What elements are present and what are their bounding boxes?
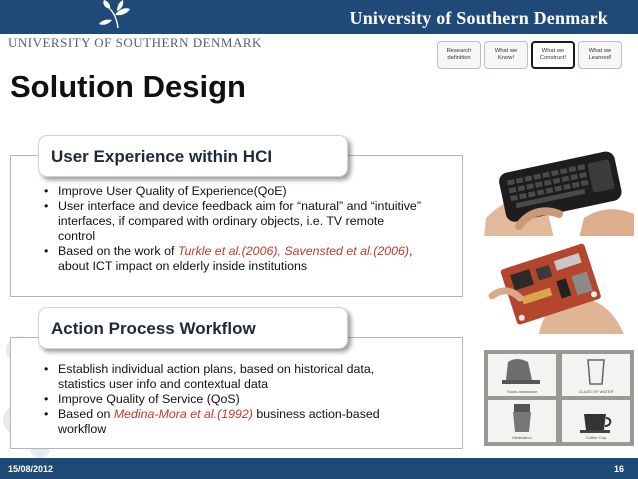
card-label: Toods assistance [506,389,538,394]
bullet-list-user-experience [43,184,423,274]
bullet-item: • Establish individual action plans, based on historical data, statistics user info and contextual data [43,362,423,392]
nav-step-line: definition [447,55,471,61]
action-cards-photo [484,350,634,446]
citation-link[interactable]: Turkle et al.(2006), Savensted et al.(2006) [177,244,410,258]
circuit-board-photo [484,236,634,334]
nav-step-what-we-construct[interactable] [531,41,575,69]
footer-date: 15/08/2012 [8,464,54,474]
nav-step-line: Learned! [588,55,612,61]
banner-title: University of Southern Denmark [349,8,608,28]
nav-step-line: Research [446,48,472,54]
bullet-text: , about ICT impact on elderly inside institutions [58,244,413,273]
bullet-list-action-workflow [43,362,423,437]
bullet-item [43,407,423,437]
nav-step-research-definition[interactable] [437,41,481,69]
university-name: UNIVERSITY OF SOUTHERN DENMARK [8,35,262,50]
bullet-item: • User interface and device feedback aim for “natural” and “intuitive” interfaces, if compared with ordinary objects, i.e. TV remote control [43,199,423,244]
section-heading-user-experience: User Experience within HCI [38,135,348,177]
card-label: GLASS OF WATER [578,389,614,394]
nav-step-what-we-learned[interactable] [578,41,622,69]
nav-step-line: What we [541,48,565,54]
keyboard-remote-photo [484,148,634,238]
progress-nav [437,41,625,69]
bullet-text: Based on the work of [58,244,178,258]
university-logo-icon [97,0,139,30]
footer-band [0,458,638,479]
citation-link[interactable]: Medina-Mora et al.(1992) [113,407,253,421]
section-heading-action-workflow: Action Process Workflow [38,307,348,349]
bullet-text: business action-based workflow [58,407,380,436]
header-band [0,0,638,34]
bullet-item [43,244,423,274]
card-label: Coffee Cup [585,435,607,440]
bullet-text: Based on [58,407,114,421]
nav-step-line: Know! [497,55,515,61]
bullet-item: • Improve User Quality of Experience(QoE) [43,184,423,199]
bullet-item: • Improve Quality of Service (QoS) [43,392,423,407]
nav-step-line: Construct! [539,55,567,61]
nav-step-what-we-know[interactable] [484,41,528,69]
card-label: Medication [512,435,532,440]
page-number: 16 [613,464,624,474]
page-title: Solution Design [10,69,246,104]
nav-step-line: What we [588,48,612,54]
nav-step-line: What we [494,48,518,54]
